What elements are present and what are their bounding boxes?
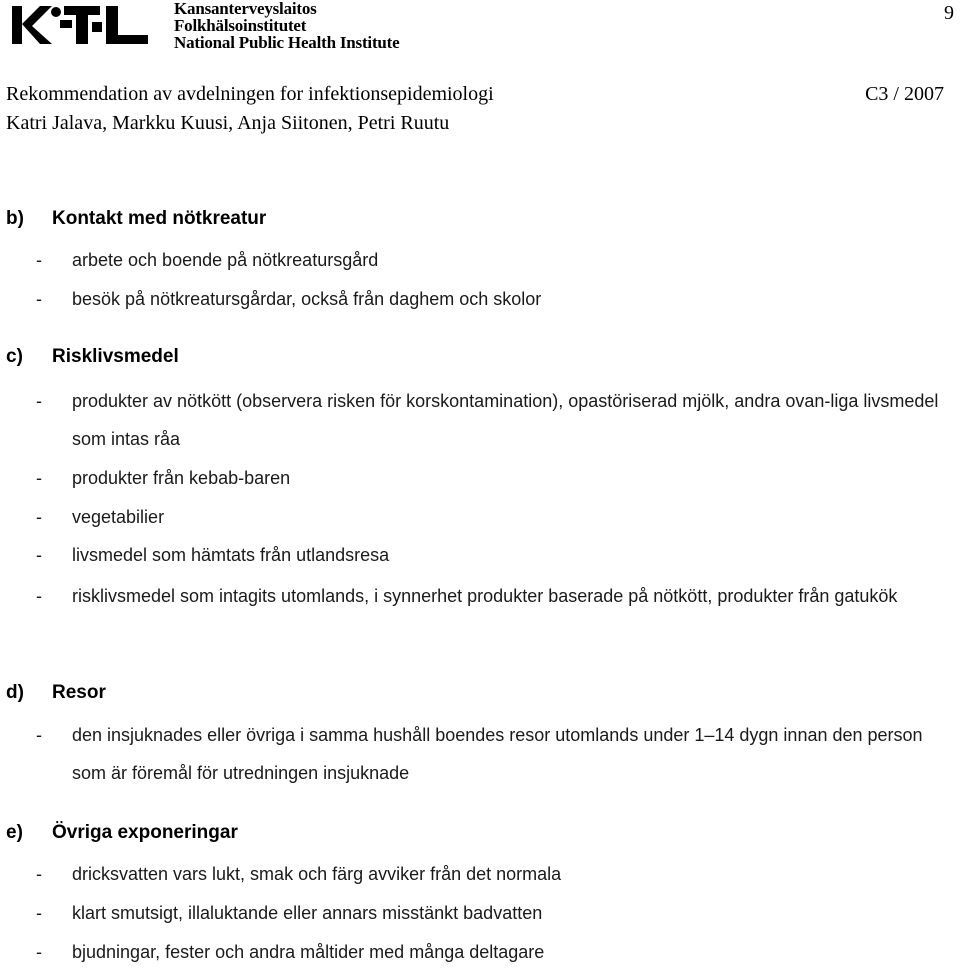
page-number: 9 bbox=[944, 2, 954, 24]
list-item-text: dricksvatten vars lukt, smak och färg avviker från det normala bbox=[72, 864, 562, 884]
bullet-dash: - bbox=[36, 942, 42, 962]
list-item-text: arbete och boende på nötkreatursgård bbox=[72, 250, 379, 270]
list-item-text: produkter från kebab-baren bbox=[72, 468, 291, 488]
bullet-dash: - bbox=[36, 903, 42, 923]
list-item-text: klart smutsigt, illaluktande eller annars misstänkt badvatten bbox=[72, 903, 543, 923]
series-title: Rekommendation av avdelningen for infektionsepidemiologi bbox=[6, 83, 494, 105]
bullet-dash: - bbox=[36, 507, 42, 527]
section-letter: b) bbox=[6, 208, 24, 229]
institute-name-en: National Public Health Institute bbox=[174, 33, 400, 52]
section-title: Kontakt med nötkreatur bbox=[52, 208, 267, 229]
authors: Katri Jalava, Markku Kuusi, Anja Siitonen, Petri Ruutu bbox=[6, 112, 450, 134]
institute-name bbox=[174, 0, 399, 51]
section-title: Övriga exponeringar bbox=[52, 822, 238, 843]
list-item-text: bjudningar, fester och andra måltider med många deltagare bbox=[72, 942, 545, 962]
list-item-text: besök på nötkreatursgårdar, också från daghem och skolor bbox=[72, 289, 542, 309]
section-title: Risklivsmedel bbox=[52, 346, 179, 367]
list-item-text: risklivsmedel som intagits utomlands, i synnerhet produkter baserade på nötkött, produkter från gatukök bbox=[72, 586, 898, 606]
section-title: Resor bbox=[52, 682, 106, 703]
bullet-dash: - bbox=[36, 468, 42, 488]
section-letter: c) bbox=[6, 346, 23, 367]
bullet-dash: - bbox=[36, 391, 42, 411]
bullet-dash: - bbox=[36, 545, 42, 565]
ktl-logo bbox=[8, 0, 158, 50]
section-letter: d) bbox=[6, 682, 24, 703]
bullet-dash: - bbox=[36, 725, 42, 745]
list-item-text: vegetabilier bbox=[72, 507, 165, 527]
institute-name-fi: Kansanterveyslaitos bbox=[174, 0, 317, 18]
institute-name-sv: Folkhälsoinstitutet bbox=[174, 16, 307, 35]
list-item-text: produkter av nötkött (observera risken för korskontamination), opastöriserad mjölk, andra ovan-liga livsmedel som intas råa bbox=[72, 391, 939, 449]
section-letter: e) bbox=[6, 822, 23, 843]
list-item-text: den insjuknades eller övriga i samma hushåll boendes resor utomlands under 1–14 dygn innan den person som är föremål för utredningen insjuknade bbox=[72, 725, 923, 783]
list-item-text: livsmedel som hämtats från utlandsresa bbox=[72, 545, 390, 565]
series-code: C3 / 2007 bbox=[865, 83, 944, 105]
bullet-dash: - bbox=[36, 250, 42, 270]
bullet-dash: - bbox=[36, 864, 42, 884]
bullet-dash: - bbox=[36, 586, 42, 606]
bullet-dash: - bbox=[36, 289, 42, 309]
